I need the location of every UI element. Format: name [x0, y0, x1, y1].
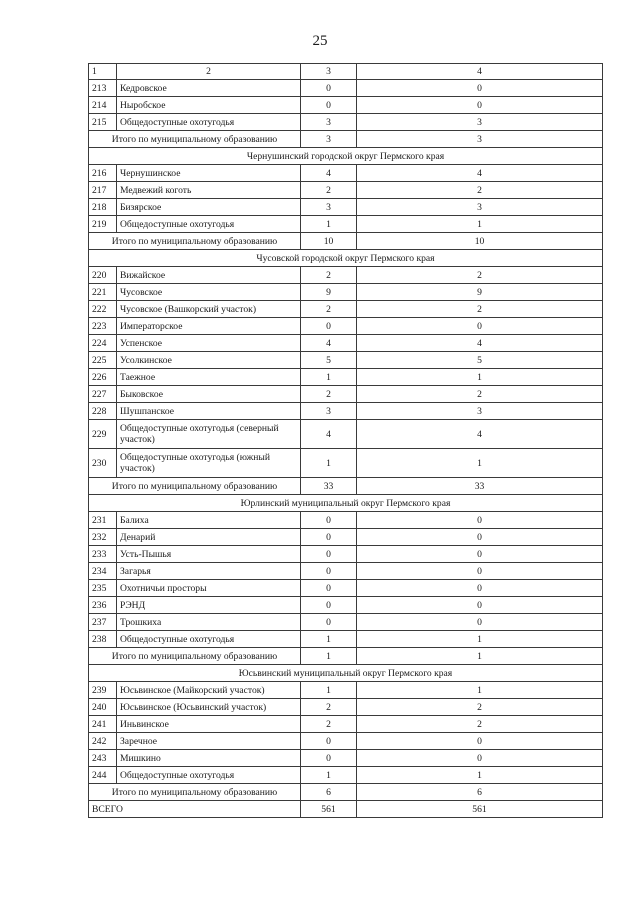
value-col-4: 1 — [357, 449, 603, 478]
municipality-heading: Чернушинский городской округ Пермского края — [89, 148, 603, 165]
hunting-ground-name: Успенское — [117, 335, 301, 352]
table-row — [89, 80, 603, 97]
hunting-ground-name: Юсьвинское (Майкорский участок) — [117, 682, 301, 699]
row-number: 232 — [89, 529, 117, 546]
municipality-heading: Чусовской городской округ Пермского края — [89, 250, 603, 267]
row-number: 228 — [89, 403, 117, 420]
column-number-4: 4 — [357, 64, 603, 80]
table-row — [89, 335, 603, 352]
table-row — [89, 216, 603, 233]
value-col-3: 2 — [301, 182, 357, 199]
hunting-ground-name: Ныробское — [117, 97, 301, 114]
section-heading-row — [89, 148, 603, 165]
row-number: 223 — [89, 318, 117, 335]
section-heading-row — [89, 665, 603, 682]
value-col-4: 3 — [357, 403, 603, 420]
subtotal-col-4: 6 — [357, 784, 603, 801]
table-row — [89, 301, 603, 318]
hunting-ground-name: Чернушинское — [117, 165, 301, 182]
value-col-3: 0 — [301, 318, 357, 335]
row-number: 226 — [89, 369, 117, 386]
value-col-3: 0 — [301, 546, 357, 563]
row-number: 217 — [89, 182, 117, 199]
value-col-4: 0 — [357, 97, 603, 114]
hunting-ground-name: Общедоступные охотугодья — [117, 216, 301, 233]
row-number: 238 — [89, 631, 117, 648]
hunting-ground-name: Охотничьи просторы — [117, 580, 301, 597]
municipality-heading: Юрлинский муниципальный округ Пермского края — [89, 495, 603, 512]
row-number: 237 — [89, 614, 117, 631]
row-number: 241 — [89, 716, 117, 733]
table-row — [89, 529, 603, 546]
municipality-heading: Юсьвинский муниципальный округ Пермского края — [89, 665, 603, 682]
subtotal-row — [89, 233, 603, 250]
value-col-4: 2 — [357, 267, 603, 284]
value-col-4: 9 — [357, 284, 603, 301]
value-col-3: 2 — [301, 699, 357, 716]
table-row — [89, 284, 603, 301]
value-col-4: 1 — [357, 767, 603, 784]
value-col-3: 2 — [301, 386, 357, 403]
value-col-3: 4 — [301, 420, 357, 449]
value-col-3: 2 — [301, 267, 357, 284]
hunting-ground-name: Таежное — [117, 369, 301, 386]
value-col-4: 1 — [357, 216, 603, 233]
value-col-3: 2 — [301, 716, 357, 733]
row-number: 243 — [89, 750, 117, 767]
subtotal-col-3: 1 — [301, 648, 357, 665]
row-number: 221 — [89, 284, 117, 301]
value-col-3: 3 — [301, 403, 357, 420]
hunting-ground-name: Иньвинское — [117, 716, 301, 733]
grand-total-col-3: 561 — [301, 801, 357, 818]
value-col-3: 4 — [301, 165, 357, 182]
section-heading-row — [89, 495, 603, 512]
table-row — [89, 267, 603, 284]
value-col-3: 0 — [301, 80, 357, 97]
subtotal-label: Итого по муниципальному образованию — [89, 784, 301, 801]
value-col-4: 2 — [357, 182, 603, 199]
table-row — [89, 716, 603, 733]
hunting-ground-name: Общедоступные охотугодья — [117, 114, 301, 131]
value-col-3: 0 — [301, 529, 357, 546]
section-heading-row — [89, 250, 603, 267]
value-col-4: 2 — [357, 716, 603, 733]
table-row — [89, 563, 603, 580]
subtotal-col-3: 33 — [301, 478, 357, 495]
row-number: 222 — [89, 301, 117, 318]
table-row — [89, 699, 603, 716]
grand-total-col-4: 561 — [357, 801, 603, 818]
page-number: 25 — [312, 33, 328, 49]
table-row — [89, 165, 603, 182]
value-col-4: 4 — [357, 335, 603, 352]
table-row — [89, 631, 603, 648]
subtotal-row — [89, 131, 603, 148]
subtotal-label: Итого по муниципальному образованию — [89, 233, 301, 250]
row-number: 225 — [89, 352, 117, 369]
value-col-3: 4 — [301, 335, 357, 352]
subtotal-label: Итого по муниципальному образованию — [89, 131, 301, 148]
table-row — [89, 767, 603, 784]
hunting-ground-name: Усть-Пышья — [117, 546, 301, 563]
subtotal-col-4: 10 — [357, 233, 603, 250]
hunting-ground-name: Общедоступные охотугодья (северный участок) — [117, 420, 301, 449]
table-row — [89, 614, 603, 631]
hunting-ground-name: Общедоступные охотугодья (южный участок) — [117, 449, 301, 478]
subtotal-col-3: 6 — [301, 784, 357, 801]
row-number: 227 — [89, 386, 117, 403]
value-col-4: 1 — [357, 369, 603, 386]
value-col-4: 0 — [357, 529, 603, 546]
value-col-4: 0 — [357, 733, 603, 750]
column-number-2: 2 — [117, 64, 301, 80]
subtotal-col-3: 10 — [301, 233, 357, 250]
value-col-4: 3 — [357, 114, 603, 131]
row-number: 230 — [89, 449, 117, 478]
subtotal-col-4: 3 — [357, 131, 603, 148]
hunting-ground-name: Общедоступные охотугодья — [117, 767, 301, 784]
table-row — [89, 182, 603, 199]
value-col-3: 0 — [301, 750, 357, 767]
hunting-ground-name: Вижайское — [117, 267, 301, 284]
row-number: 218 — [89, 199, 117, 216]
table-row — [89, 597, 603, 614]
table-row — [89, 97, 603, 114]
subtotal-row — [89, 478, 603, 495]
value-col-3: 0 — [301, 512, 357, 529]
value-col-3: 0 — [301, 614, 357, 631]
hunting-grounds-table — [88, 63, 603, 818]
value-col-4: 1 — [357, 631, 603, 648]
table-row — [89, 352, 603, 369]
value-col-4: 1 — [357, 682, 603, 699]
value-col-3: 0 — [301, 733, 357, 750]
hunting-ground-name: Чусовское (Вашкорский участок) — [117, 301, 301, 318]
subtotal-row — [89, 648, 603, 665]
row-number: 242 — [89, 733, 117, 750]
table-row — [89, 733, 603, 750]
row-number: 236 — [89, 597, 117, 614]
value-col-3: 1 — [301, 369, 357, 386]
value-col-4: 2 — [357, 301, 603, 318]
value-col-4: 4 — [357, 420, 603, 449]
hunting-ground-name: Чусовское — [117, 284, 301, 301]
table-row — [89, 403, 603, 420]
table-row — [89, 449, 603, 478]
subtotal-col-3: 3 — [301, 131, 357, 148]
hunting-ground-name: Кедровское — [117, 80, 301, 97]
subtotal-row — [89, 784, 603, 801]
value-col-3: 1 — [301, 449, 357, 478]
subtotal-label: Итого по муниципальному образованию — [89, 648, 301, 665]
table-row — [89, 114, 603, 131]
value-col-4: 0 — [357, 580, 603, 597]
subtotal-col-4: 1 — [357, 648, 603, 665]
table-row — [89, 199, 603, 216]
value-col-3: 0 — [301, 580, 357, 597]
value-col-4: 4 — [357, 165, 603, 182]
table-row — [89, 546, 603, 563]
value-col-3: 1 — [301, 767, 357, 784]
hunting-ground-name: Трошкиха — [117, 614, 301, 631]
hunting-ground-name: Загарья — [117, 563, 301, 580]
value-col-3: 9 — [301, 284, 357, 301]
column-number-3: 3 — [301, 64, 357, 80]
row-number: 219 — [89, 216, 117, 233]
value-col-3: 0 — [301, 97, 357, 114]
hunting-ground-name: Денарий — [117, 529, 301, 546]
grand-total-row — [89, 801, 603, 818]
hunting-ground-name: Мишкино — [117, 750, 301, 767]
hunting-ground-name: Шушпанское — [117, 403, 301, 420]
subtotal-col-4: 33 — [357, 478, 603, 495]
row-number: 229 — [89, 420, 117, 449]
grand-total-label: ВСЕГО — [89, 801, 301, 818]
value-col-3: 5 — [301, 352, 357, 369]
hunting-ground-name: Медвежий коготь — [117, 182, 301, 199]
table-row — [89, 750, 603, 767]
row-number: 233 — [89, 546, 117, 563]
value-col-4: 3 — [357, 199, 603, 216]
value-col-4: 0 — [357, 318, 603, 335]
value-col-4: 0 — [357, 80, 603, 97]
value-col-4: 0 — [357, 597, 603, 614]
row-number: 214 — [89, 97, 117, 114]
value-col-3: 0 — [301, 597, 357, 614]
table-row — [89, 386, 603, 403]
hunting-ground-name: Усолкинское — [117, 352, 301, 369]
value-col-4: 0 — [357, 512, 603, 529]
subtotal-label: Итого по муниципальному образованию — [89, 478, 301, 495]
hunting-ground-name: РЭНД — [117, 597, 301, 614]
value-col-3: 3 — [301, 199, 357, 216]
value-col-4: 2 — [357, 699, 603, 716]
value-col-3: 0 — [301, 563, 357, 580]
value-col-3: 3 — [301, 114, 357, 131]
value-col-4: 5 — [357, 352, 603, 369]
hunting-ground-name: Балиха — [117, 512, 301, 529]
value-col-4: 0 — [357, 614, 603, 631]
row-number: 240 — [89, 699, 117, 716]
value-col-4: 0 — [357, 563, 603, 580]
table-row — [89, 512, 603, 529]
table-row — [89, 682, 603, 699]
hunting-ground-name: Заречное — [117, 733, 301, 750]
table-body — [89, 64, 603, 818]
table-row — [89, 580, 603, 597]
row-number: 239 — [89, 682, 117, 699]
value-col-3: 1 — [301, 216, 357, 233]
value-col-4: 2 — [357, 386, 603, 403]
row-number: 215 — [89, 114, 117, 131]
row-number: 235 — [89, 580, 117, 597]
hunting-ground-name: Быковское — [117, 386, 301, 403]
hunting-ground-name: Бизярское — [117, 199, 301, 216]
value-col-4: 0 — [357, 546, 603, 563]
row-number: 234 — [89, 563, 117, 580]
row-number: 220 — [89, 267, 117, 284]
hunting-ground-name: Императорское — [117, 318, 301, 335]
table-row — [89, 369, 603, 386]
row-number: 224 — [89, 335, 117, 352]
value-col-3: 1 — [301, 631, 357, 648]
value-col-3: 2 — [301, 301, 357, 318]
row-number: 213 — [89, 80, 117, 97]
hunting-ground-name: Общедоступные охотугодья — [117, 631, 301, 648]
hunting-ground-name: Юсьвинское (Юсьвинский участок) — [117, 699, 301, 716]
value-col-3: 1 — [301, 682, 357, 699]
column-number-row — [89, 64, 603, 80]
table-row — [89, 420, 603, 449]
row-number: 231 — [89, 512, 117, 529]
row-number: 244 — [89, 767, 117, 784]
row-number: 216 — [89, 165, 117, 182]
column-number-1: 1 — [89, 64, 117, 80]
value-col-4: 0 — [357, 750, 603, 767]
table-row — [89, 318, 603, 335]
